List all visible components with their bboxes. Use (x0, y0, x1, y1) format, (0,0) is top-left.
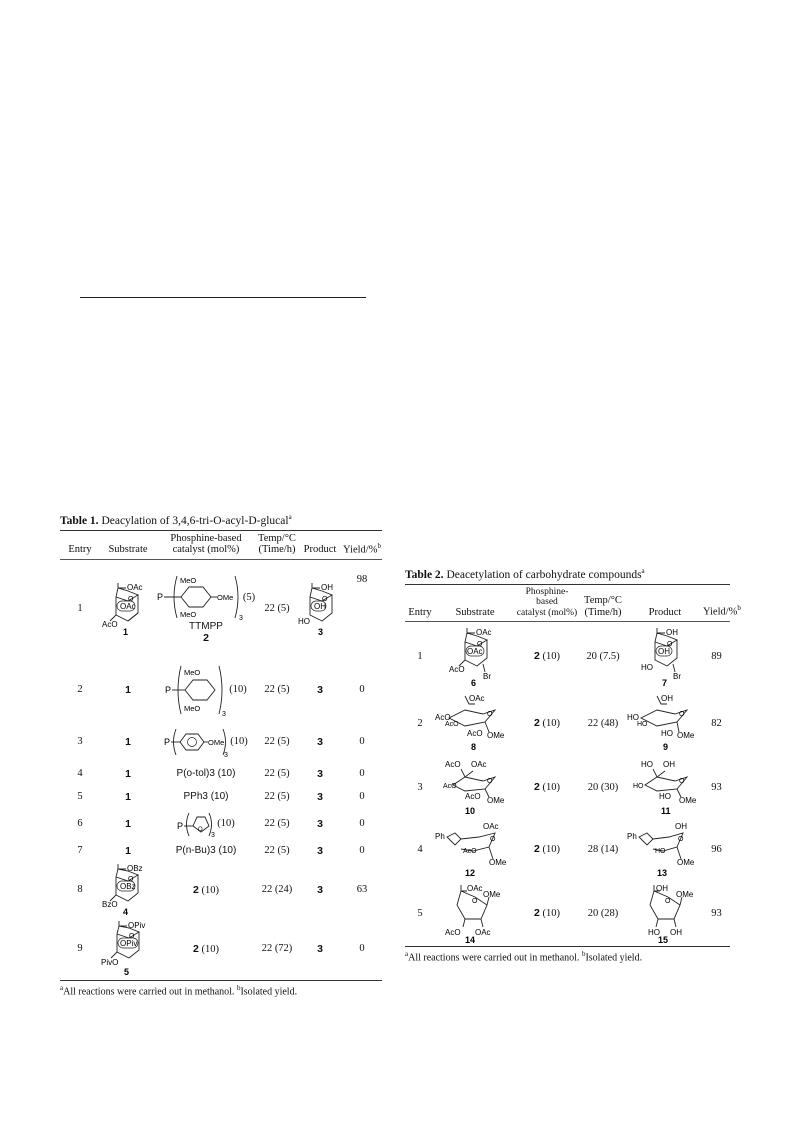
row-entry: 2 (77, 684, 83, 696)
row-yield: 89 (711, 650, 722, 662)
header-temp (256, 533, 298, 556)
table-2 (405, 567, 741, 964)
row-yield: 0 (359, 791, 365, 803)
svg-text:OH: OH (675, 821, 687, 831)
svg-text:HO: HO (659, 791, 671, 801)
svg-text:12: 12 (465, 867, 476, 877)
catalyst-cell (156, 884, 256, 896)
table-row (60, 918, 382, 980)
table-row (405, 818, 730, 880)
svg-text:OH: OH (663, 759, 675, 769)
tri-furylphosphine-structure (177, 810, 217, 838)
header-substrate: Substrate (108, 544, 148, 556)
table-row (60, 658, 382, 722)
table-1-footnote: $^a$All reactions were carried out in methanol. $^b$Isolated yield. (60, 983, 298, 998)
row-yield: 0 (359, 845, 365, 857)
svg-text:3: 3 (224, 751, 229, 758)
row-yield: 96 (711, 843, 722, 855)
methyl-glucoside-structure (627, 692, 703, 752)
svg-text:MeO: MeO (179, 610, 197, 620)
header-entry: Entry (408, 606, 432, 618)
catalyst-number: 2 (534, 717, 540, 730)
svg-text:MeO: MeO (184, 667, 201, 677)
svg-text:O: O (198, 826, 203, 833)
table-row (60, 840, 382, 862)
row-temp: 22 (5) (264, 791, 290, 803)
svg-text:Br: Br (483, 671, 491, 681)
bromoglucal-structure (635, 624, 695, 686)
row-substrate: 1 (125, 683, 131, 696)
row-catalyst: PPh3 (10) (183, 791, 229, 803)
row-temp: 20 (28) (587, 907, 619, 919)
svg-text:HO: HO (627, 712, 639, 722)
row-yield: 0 (359, 943, 365, 955)
catalyst-loading: (10) (201, 884, 219, 896)
svg-text:O: O (472, 897, 478, 905)
svg-text:OMe: OMe (489, 857, 507, 867)
header-yield-text: Yield/% (343, 544, 378, 556)
svg-text:HO: HO (655, 847, 666, 855)
row-substrate: 1 (125, 817, 131, 830)
svg-text:AcO: AcO (102, 620, 118, 630)
svg-text:AcO: AcO (449, 664, 465, 674)
table-row (60, 862, 382, 918)
svg-text:OAc: OAc (469, 693, 485, 703)
catalyst-loading: (5) (242, 591, 256, 603)
header-temp-line1: Temp/°C (584, 595, 622, 607)
svg-text:HO: HO (633, 782, 644, 790)
header-entry: Entry (68, 544, 92, 556)
table-row (60, 808, 382, 840)
svg-text:O: O (477, 640, 483, 648)
glucal-triacetate-structure (102, 579, 154, 635)
catalyst-cell (515, 907, 579, 919)
row-yield: 0 (359, 818, 365, 830)
methyl-ribofuranoside-triacetate-structure (439, 881, 511, 943)
table-rule (405, 946, 730, 947)
row-temp: 22 (5) (264, 768, 290, 780)
svg-text:OAc: OAc (476, 627, 492, 637)
svg-text:O: O (128, 876, 134, 884)
benzylidene-glucoside-diacetate-structure (435, 819, 519, 877)
svg-text:OH: OH (658, 646, 670, 656)
header-temp-line2: (Time/h) (584, 606, 622, 618)
row-product: 3 (317, 844, 323, 857)
svg-text:HO: HO (661, 728, 673, 738)
svg-text:HO: HO (648, 927, 660, 937)
header-catalyst-line2: catalyst (mol%) (516, 607, 578, 618)
substrate-structure (100, 579, 156, 638)
row-entry: 2 (417, 717, 423, 729)
catalyst-cell (156, 573, 256, 644)
catalyst-loading: (10) (542, 782, 560, 794)
header-temp-line1: Temp/°C (258, 532, 296, 544)
header-yield-sup: b (377, 541, 381, 550)
catalyst-cell (515, 650, 579, 662)
svg-text:AcO: AcO (445, 720, 459, 728)
header-catalyst (156, 533, 256, 556)
tris-dimethoxyphenylphosphine-structure (165, 662, 229, 718)
row-temp: 22 (5) (264, 684, 290, 696)
row-temp: 20 (7.5) (586, 650, 620, 662)
row-temp: 22 (72) (261, 943, 293, 955)
row-entry: 9 (77, 943, 83, 955)
svg-text:OH: OH (314, 602, 326, 612)
svg-text:OAc: OAc (120, 602, 136, 612)
svg-text:OPiv: OPiv (128, 921, 146, 931)
row-product: 3 (317, 735, 323, 748)
horizontal-rule (80, 297, 366, 298)
product-structure (627, 819, 703, 880)
row-yield: 93 (711, 781, 722, 793)
row-temp: 22 (5) (264, 845, 290, 857)
catalyst-cell (156, 726, 256, 758)
svg-text:3: 3 (318, 627, 324, 636)
table-row (60, 722, 382, 762)
svg-text:Br: Br (673, 671, 681, 681)
svg-text:AcO: AcO (445, 759, 461, 769)
header-catalyst-line2: catalyst (mol%) (172, 544, 240, 556)
header-yield-text: Yield/% (703, 606, 738, 618)
table-row (405, 622, 730, 690)
svg-text:AcO: AcO (443, 782, 457, 790)
catalyst-loading: (10) (542, 718, 560, 730)
svg-text:OAc: OAc (475, 927, 491, 937)
svg-text:OMe: OMe (487, 795, 505, 805)
row-temp: 22 (5) (264, 603, 290, 615)
svg-text:OPiv: OPiv (120, 939, 138, 949)
row-product: 3 (317, 883, 323, 896)
substrate-structure (435, 819, 515, 880)
product-structure (627, 881, 703, 946)
header-temp-line2: (Time/h) (258, 544, 296, 556)
row-entry: 3 (77, 736, 83, 748)
row-product: 3 (317, 817, 323, 830)
table-1-caption (60, 513, 382, 527)
svg-text:OBz: OBz (127, 864, 143, 874)
methyl-ribofuranoside-structure (632, 881, 698, 943)
svg-text:9: 9 (663, 741, 669, 752)
catalyst-number: 2 (534, 907, 540, 920)
svg-text:3: 3 (211, 831, 216, 838)
substrate-structure (435, 757, 515, 818)
row-entry: 1 (417, 650, 423, 662)
svg-text:P: P (165, 684, 172, 695)
caption-sup: a (641, 567, 645, 575)
row-entry: 3 (417, 781, 423, 793)
row-substrate: 1 (125, 767, 131, 780)
methyl-glucoside-tetraacetate-structure (435, 692, 515, 752)
svg-text:4: 4 (123, 907, 129, 916)
svg-text:O: O (667, 640, 673, 648)
catalyst-cell (515, 781, 579, 793)
svg-text:O: O (679, 777, 685, 785)
svg-text:MeO: MeO (184, 703, 201, 713)
catalyst-cell (515, 717, 579, 729)
header-yield (342, 543, 382, 556)
catalyst-loading: (10) (542, 651, 560, 663)
row-product: 3 (317, 767, 323, 780)
substrate-structure (100, 918, 156, 979)
svg-text:HO: HO (298, 617, 310, 627)
ttmpp-structure (157, 573, 251, 621)
svg-text:6: 6 (471, 677, 477, 686)
svg-text:OMe: OMe (677, 857, 695, 867)
svg-text:O: O (665, 897, 671, 905)
svg-text:OMe: OMe (679, 795, 697, 805)
catalyst-loading: (10) (217, 818, 235, 830)
glucal-structure (298, 579, 342, 635)
tris-methoxyphenylphosphine-structure (164, 726, 230, 758)
svg-text:MeO: MeO (179, 576, 197, 586)
table-1 (60, 513, 382, 997)
catalyst-cell (156, 810, 256, 838)
product-structure (298, 579, 342, 638)
svg-text:O: O (679, 710, 685, 718)
table-row (405, 880, 730, 946)
svg-text:OMe: OMe (677, 730, 695, 740)
catalyst-loading: (10) (542, 844, 560, 856)
row-entry: 5 (417, 907, 423, 919)
table-row (60, 560, 382, 658)
substrate-structure (435, 692, 515, 755)
svg-text:P: P (177, 820, 184, 831)
table-row (405, 756, 730, 818)
catalyst-number: 2 (193, 942, 199, 955)
svg-text:AcO: AcO (465, 791, 481, 801)
methyl-galactoside-structure (627, 757, 703, 815)
header-product: Product (303, 544, 337, 556)
svg-text:Ph: Ph (627, 831, 637, 841)
row-temp: 28 (14) (587, 843, 619, 855)
row-yield: 82 (711, 717, 722, 729)
svg-text:AcO: AcO (467, 728, 483, 738)
svg-text:OH: OH (321, 583, 333, 593)
bromoglucal-acetate-structure (445, 624, 505, 686)
row-entry: 4 (417, 843, 423, 855)
row-yield: 0 (359, 684, 365, 696)
table-header (60, 531, 382, 559)
catalyst-cell (156, 943, 256, 955)
row-product: 3 (317, 790, 323, 803)
catalyst-loading: (10) (229, 684, 247, 696)
svg-text:OMe: OMe (483, 889, 501, 899)
svg-text:O: O (487, 777, 493, 785)
row-temp: 22 (5) (264, 818, 290, 830)
header-substrate: Substrate (455, 606, 495, 618)
svg-text:15: 15 (658, 934, 669, 943)
svg-text:OBz: OBz (120, 882, 136, 892)
header-catalyst-line1: Phosphine-based (525, 586, 569, 608)
catalyst-number: 2 (193, 883, 199, 896)
header-product: Product (648, 606, 682, 618)
svg-text:O: O (487, 710, 493, 718)
svg-text:3: 3 (222, 710, 227, 718)
svg-text:PivO: PivO (101, 958, 119, 968)
svg-text:1: 1 (123, 627, 129, 636)
svg-text:HO: HO (641, 759, 653, 769)
svg-text:O: O (490, 835, 496, 843)
svg-text:13: 13 (657, 867, 668, 877)
svg-text:AcO: AcO (435, 712, 451, 722)
row-entry: 4 (77, 768, 83, 780)
row-catalyst: P(o-tol)3 (10) (176, 768, 236, 780)
header-yield-sup: b (737, 604, 741, 613)
table-row (60, 762, 382, 786)
svg-text:OAc: OAc (467, 646, 483, 656)
row-substrate: 1 (125, 844, 131, 857)
table-2-footnote: $^a$All reactions were carried out in methanol. $^b$Isolated yield. (405, 950, 643, 964)
svg-text:OH: OH (670, 927, 682, 937)
substrate-structure (100, 861, 156, 918)
catalyst-number: 2 (534, 781, 540, 794)
table-2-caption (405, 567, 730, 581)
svg-text:OAc: OAc (483, 821, 499, 831)
table-1-label: Table 1. (60, 514, 99, 527)
row-temp: 20 (30) (587, 781, 619, 793)
svg-text:OAc: OAc (471, 759, 487, 769)
glucal-tribenzoate-structure (102, 861, 154, 915)
caption-sup: a (288, 513, 292, 521)
svg-text:OAc: OAc (127, 583, 143, 593)
row-yield: 0 (359, 736, 365, 748)
table-2-title: Deacetylation of carbohydrate compounds (446, 568, 642, 581)
svg-text:OMe: OMe (487, 730, 505, 740)
svg-text:Ph: Ph (435, 831, 445, 841)
header-yield (703, 604, 741, 618)
svg-text:P: P (164, 736, 171, 747)
catalyst-name: TTMPP (189, 621, 223, 633)
catalyst-number: 2 (534, 650, 540, 663)
product-structure (627, 757, 703, 818)
row-yield: 63 (356, 884, 368, 896)
product-structure (627, 692, 703, 755)
svg-text:O: O (129, 933, 135, 941)
table-header (405, 585, 741, 621)
svg-text:O: O (678, 835, 684, 843)
table-row (60, 786, 382, 808)
row-entry: 1 (77, 603, 83, 615)
svg-text:3: 3 (238, 615, 243, 622)
row-product: 3 (317, 942, 323, 955)
substrate-structure (435, 881, 515, 946)
catalyst-loading: (10) (230, 736, 248, 748)
table-rule (60, 980, 382, 981)
catalyst-loading: (10) (542, 908, 560, 920)
methyl-galactoside-tetraacetate-structure (435, 757, 515, 815)
catalyst-loading: (10) (201, 943, 219, 955)
row-entry: 6 (77, 818, 83, 830)
svg-text:O: O (322, 596, 328, 604)
svg-text:OH: OH (666, 627, 678, 637)
svg-text:AcO: AcO (445, 927, 461, 937)
svg-text:BzO: BzO (102, 900, 118, 910)
row-yield: 93 (711, 907, 722, 919)
svg-text:7: 7 (662, 677, 668, 686)
substrate-structure (435, 624, 515, 689)
svg-text:OH: OH (661, 693, 673, 703)
row-product: 3 (317, 683, 323, 696)
row-yield: 98 (356, 573, 368, 585)
row-catalyst: P(n-Bu)3 (10) (175, 845, 237, 857)
svg-text:OAc: OAc (467, 883, 483, 893)
svg-text:14: 14 (465, 934, 476, 943)
catalyst-cell (515, 843, 579, 855)
svg-text:10: 10 (465, 805, 476, 815)
svg-text:11: 11 (661, 805, 671, 815)
row-substrate: 1 (125, 735, 131, 748)
row-entry: 8 (77, 884, 83, 896)
svg-text:5: 5 (124, 967, 130, 977)
table-row (405, 690, 730, 756)
svg-text:HO: HO (637, 720, 648, 728)
catalyst-cell (156, 662, 256, 718)
row-temp: 22 (48) (587, 717, 619, 729)
benzylidene-glucoside-structure (627, 819, 703, 877)
svg-text:AcO: AcO (463, 847, 477, 855)
header-catalyst-line1: Phosphine-based (170, 532, 242, 544)
row-substrate: 1 (125, 790, 131, 803)
svg-text:P: P (156, 592, 163, 603)
svg-text:O: O (128, 596, 134, 604)
catalyst-number: 2 (203, 632, 209, 645)
svg-text:8: 8 (471, 741, 477, 752)
svg-text:HO: HO (641, 662, 653, 672)
row-temp: 22 (24) (261, 884, 293, 896)
row-yield: 0 (359, 768, 365, 780)
row-entry: 5 (77, 791, 83, 803)
svg-text:OH: OH (656, 883, 668, 893)
row-entry: 7 (77, 845, 83, 857)
svg-text:OMe: OMe (676, 889, 694, 899)
glucal-tripivalate-structure (101, 918, 155, 976)
product-structure (627, 624, 703, 689)
table-1-title: Deacylation of 3,4,6-tri-O-acyl-D-glucal (101, 514, 289, 527)
table-2-label: Table 2. (405, 568, 444, 581)
svg-text:OMe: OMe (208, 737, 225, 747)
row-temp: 22 (5) (264, 736, 290, 748)
catalyst-number: 2 (534, 843, 540, 856)
header-catalyst (515, 587, 579, 618)
header-temp (579, 595, 627, 618)
svg-text:OMe: OMe (216, 593, 234, 603)
